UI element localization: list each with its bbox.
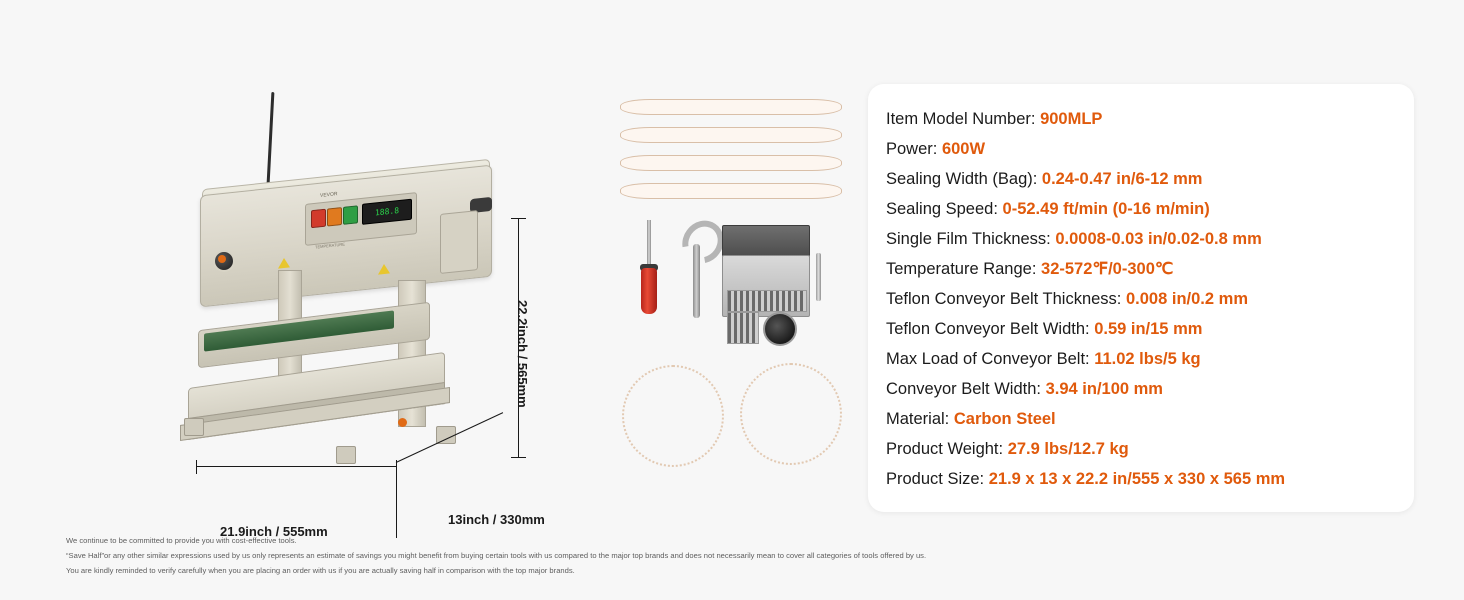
screwdriver-shaft bbox=[647, 220, 651, 270]
product-illustration bbox=[60, 60, 560, 539]
spec-row bbox=[886, 104, 1414, 134]
spec-value: 0.0008-0.03 in/0.02-0.8 mm bbox=[1055, 230, 1262, 248]
spec-value: 0.24-0.47 in/6-12 mm bbox=[1041, 170, 1203, 188]
spec-label: Max Load of Conveyor Belt: bbox=[886, 350, 1090, 368]
temperature-display bbox=[362, 199, 412, 225]
drive-belt-ring bbox=[622, 365, 724, 467]
accessories-group bbox=[600, 85, 850, 485]
drive-belt-ring bbox=[740, 363, 842, 465]
spec-row bbox=[886, 404, 1414, 434]
start-button-green bbox=[343, 205, 358, 225]
dimension-cap-right-lower bbox=[396, 466, 397, 538]
specification-list bbox=[868, 104, 1414, 494]
spec-label: Sealing Width (Bag): bbox=[886, 170, 1038, 188]
antenna bbox=[267, 92, 275, 184]
spec-value: 600W bbox=[941, 140, 986, 158]
spec-label: Product Size: bbox=[886, 470, 985, 488]
case-base bbox=[722, 255, 810, 317]
spec-row bbox=[886, 134, 1414, 164]
adjust-knob-center bbox=[218, 255, 226, 263]
spec-label: Sealing Speed: bbox=[886, 200, 998, 218]
tweezer-tool bbox=[816, 253, 821, 301]
spec-label: Single Film Thickness: bbox=[886, 230, 1051, 248]
case-lid bbox=[722, 225, 810, 257]
spec-value: 11.02 lbs/5 kg bbox=[1094, 350, 1201, 368]
base-orange-indicator bbox=[398, 418, 407, 427]
dimension-cap-bottom bbox=[511, 457, 526, 458]
spec-value: 32-572℉/0-300℃ bbox=[1041, 260, 1174, 278]
wrench-tool bbox=[680, 220, 714, 318]
spec-label: Product Weight: bbox=[886, 440, 1004, 458]
teflon-belt-strip bbox=[620, 99, 842, 115]
disclaimer-line-1: We continue to be committed to provide you with cost-effective tools. bbox=[66, 536, 297, 545]
display-digits: 188.8 bbox=[374, 206, 400, 218]
spec-label: Temperature Range: bbox=[886, 260, 1037, 278]
dimension-height-label: 22.2inch / 565mm bbox=[515, 300, 530, 408]
spec-label: Material: bbox=[886, 410, 950, 428]
right-housing bbox=[440, 210, 478, 274]
spec-value: 3.94 in/100 mm bbox=[1045, 380, 1163, 398]
disclaimer bbox=[66, 536, 1166, 581]
teflon-belt-strip bbox=[620, 183, 842, 199]
disclaimer-line-2: “Save Half”or any other similar expressions used by us only represents an estimate of savings you might benefit from buying certain tools with us compared to the major top brands and does not necessarily mean to cover all categories of tools offered by us. bbox=[66, 551, 927, 560]
spec-label: Power: bbox=[886, 140, 938, 158]
spec-row bbox=[886, 464, 1414, 494]
spec-row bbox=[886, 224, 1414, 254]
control-panel-caption: TEMPERATURE bbox=[315, 241, 345, 250]
spec-row bbox=[886, 374, 1414, 404]
spec-label: Teflon Conveyor Belt Width: bbox=[886, 320, 1090, 338]
heater-button-orange bbox=[327, 207, 342, 227]
band-sealer-machine bbox=[140, 70, 480, 470]
machine-foot bbox=[336, 446, 356, 464]
dimension-line-horizontal bbox=[196, 466, 396, 467]
warning-triangle-icon bbox=[278, 257, 290, 268]
power-button-red bbox=[311, 209, 326, 229]
spec-row bbox=[886, 194, 1414, 224]
letter-type-block bbox=[727, 312, 759, 344]
spec-value: 0.59 in/15 mm bbox=[1094, 320, 1203, 338]
character-print-kit-case bbox=[722, 225, 808, 315]
spec-row bbox=[886, 164, 1414, 194]
specification-card bbox=[868, 84, 1414, 512]
teflon-belt-strip bbox=[620, 155, 842, 171]
letter-type-row bbox=[727, 290, 807, 312]
spec-row bbox=[886, 254, 1414, 284]
teflon-belt-strip bbox=[620, 127, 842, 143]
spec-row bbox=[886, 284, 1414, 314]
dimension-depth-label: 13inch / 330mm bbox=[448, 512, 545, 527]
screwdriver-handle bbox=[641, 268, 657, 314]
disclaimer-line-3: You are kindly reminded to verify carefully when you are placing an order with us if you are actually saving half in comparison with the top major brands. bbox=[66, 566, 575, 575]
dimension-cap-left bbox=[196, 460, 197, 474]
spec-value: Carbon Steel bbox=[953, 410, 1056, 428]
spec-value: 0-52.49 ft/min (0-16 m/min) bbox=[1002, 200, 1210, 218]
spec-label: Item Model Number: bbox=[886, 110, 1036, 128]
print-wheel bbox=[763, 312, 797, 346]
spec-row bbox=[886, 344, 1414, 374]
warning-triangle-icon bbox=[378, 263, 390, 274]
spec-value: 0.008 in/0.2 mm bbox=[1126, 290, 1248, 308]
spec-row bbox=[886, 434, 1414, 464]
spec-label: Teflon Conveyor Belt Thickness: bbox=[886, 290, 1122, 308]
wrench-handle bbox=[693, 244, 700, 318]
spec-value: 21.9 x 13 x 22.2 in/555 x 330 x 565 mm bbox=[988, 470, 1286, 488]
spec-value: 27.9 lbs/12.7 kg bbox=[1007, 440, 1129, 458]
dimension-width-label: 21.9inch / 555mm bbox=[220, 524, 328, 539]
spec-value: 900MLP bbox=[1040, 110, 1103, 128]
brand-label: VEVOR bbox=[320, 191, 338, 199]
spec-label: Conveyor Belt Width: bbox=[886, 380, 1041, 398]
machine-foot bbox=[184, 418, 204, 436]
spec-row bbox=[886, 314, 1414, 344]
